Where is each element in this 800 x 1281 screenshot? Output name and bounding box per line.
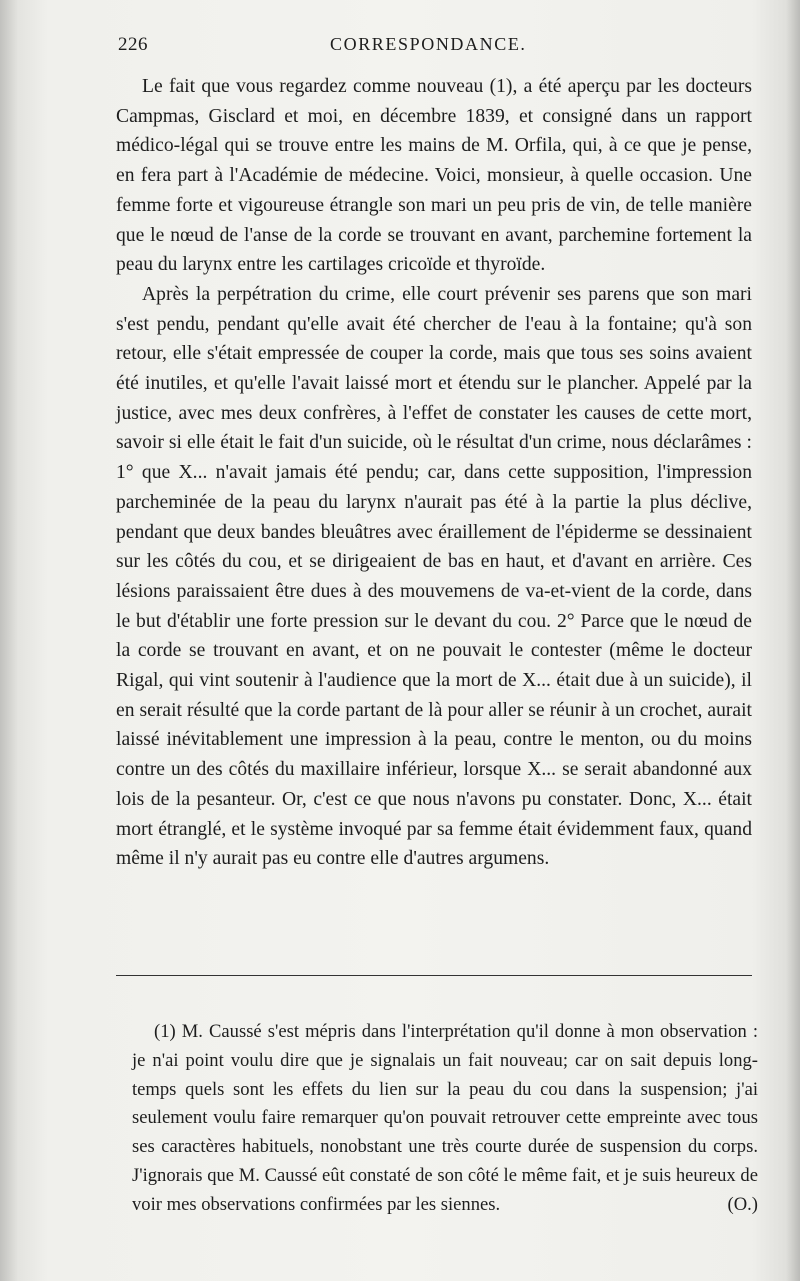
running-head (118, 34, 752, 60)
footnote-paragraph (132, 1018, 758, 1220)
running-title: CORRESPONDANCE. (330, 34, 527, 54)
body-text (116, 72, 752, 874)
footnote-rule (116, 975, 752, 976)
footnote (132, 1018, 758, 1220)
footnote-text: (1) M. Caussé s'est mépris dans l'interprétation qu'il donne à mon observation : je n'ai point voulu dire que je signalais un fait nouveau; car on sait depuis long-temps quels sont les effets du lien sur la peau du cou dans la suspension; j'ai seulement voulu faire remarquer qu'on pouvait retrouver cette empreinte avec tous ses caractères habituels, nonobstant une très courte durée de suspension du corps. J'ignorais que M. Caussé eût constaté de son côté le même fait, et je suis heureux de voir mes observations confirmées par les siennes. (132, 1021, 758, 1215)
page-edge-shadow (786, 0, 800, 1281)
footnote-signature: (O.) (727, 1193, 758, 1215)
page-edge-shadow (0, 0, 18, 1281)
page-number: 226 (118, 34, 148, 55)
body-paragraph: Après la perpétration du crime, elle court prévenir ses parens que son mari s'est pendu, pendant qu'elle avait été chercher de l'eau à la fontaine; qu'à son retour, elle s'était empressée de couper la corde, mais que tous ses soins avaient été inutiles, et qu'elle l'avait laissé mort et étendu sur le plancher. Appelé par la justice, avec mes deux confrères, à l'effet de constater les causes de cette mort, savoir si elle était le fait d'un suicide, où le résultat d'un crime, nous déclarâmes : 1° que X... n'avait jamais été pendu; car, dans cette supposition, l'impression parcheminée de la peau du larynx n'aurait pas été à la partie la plus déclive, pendant que deux bandes bleuâtres avec éraillement de l'épiderme se dessinaient sur les côtés du cou, et se dirigeaient de bas en haut, et d'avant en arrière. Ces lésions paraissaient être dues à des mouvemens de va-et-vient de la corde, dans le but d'établir une forte pression sur le devant du cou. 2° Parce que le nœud de la corde se trouvant en avant, et on ne pouvait le contester (même le docteur Rigal, qui vint soutenir à l'audience que la mort de X... était due à un suicide), il en serait résulté que la corde partant de là pour aller se réunir à un crochet, aurait laissé inévitablement une impression à la peau, contre le menton, ou du moins contre un des côtés du maxillaire inférieur, lorsque X... se serait abandonné aux lois de la pesanteur. Or, c'est ce que nous n'avons pu constater. Donc, X... était mort étranglé, et le système invoqué par sa femme était évidemment faux, quand même il n'y aurait pas eu contre elle d'autres argumens. (116, 283, 752, 870)
body-paragraph: Le fait que vous regardez comme nouveau (1), a été aperçu par les docteurs Campmas, Gisclard et moi, en décembre 1839, et consigné dans un rapport médico-légal qui se trouve entre les mains de M. Orfila, qui, à ce que je pense, en fera part à l'Académie de médecine. Voici, monsieur, à quelle occasion. Une femme forte et vigoureuse étrangle son mari un peu pris de vin, de telle manière que le nœud de l'anse de la corde se trouvant en avant, parchemine fortement la peau du larynx entre les cartilages cricoïde et thyroïde. (116, 76, 752, 276)
